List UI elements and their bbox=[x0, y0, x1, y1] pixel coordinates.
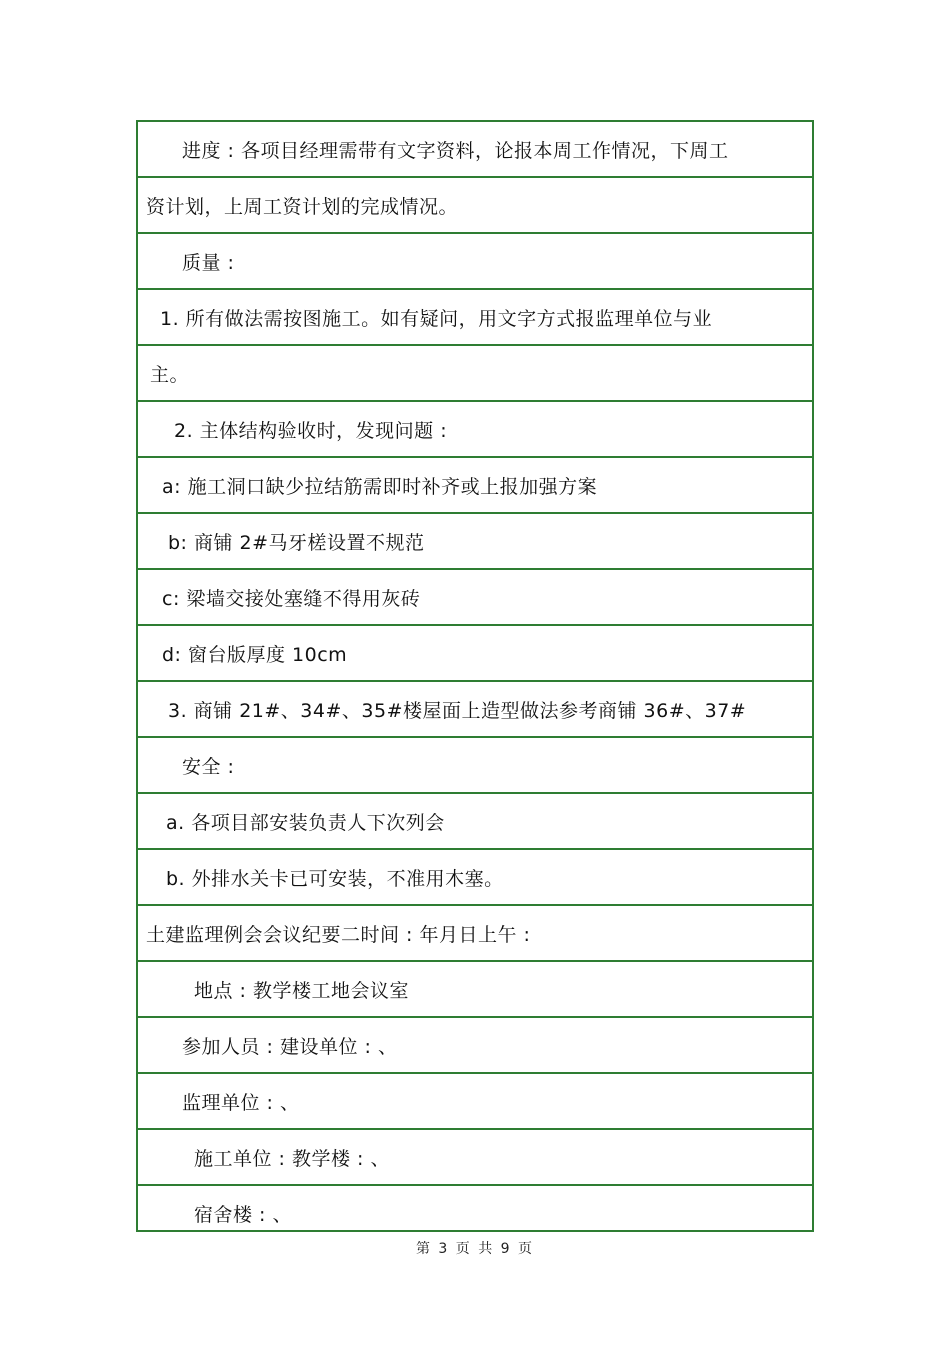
table-row bbox=[138, 458, 812, 514]
row-text: 3. 商铺 21#、34#、35#楼屋面上造型做法参考商铺 36#、37# bbox=[168, 699, 747, 722]
table-row bbox=[138, 1130, 812, 1186]
table-row bbox=[138, 962, 812, 1018]
row-text: a: 施工洞口缺少拉结筋需即时补齐或上报加强方案 bbox=[162, 475, 598, 498]
row-text: 监理单位 : 、 bbox=[182, 1091, 300, 1114]
row-text: 宿舍楼 : 、 bbox=[194, 1203, 292, 1226]
table-row bbox=[138, 122, 812, 178]
row-text: d: 窗台版厚度 10cm bbox=[162, 643, 348, 666]
table-row bbox=[138, 738, 812, 794]
row-text: b. 外排水关卡已可安装，不准用木塞。 bbox=[166, 867, 504, 890]
document-table bbox=[136, 120, 814, 1232]
table-row bbox=[138, 682, 812, 738]
row-text: b: 商铺 2#马牙槎设置不规范 bbox=[168, 531, 425, 554]
table-row bbox=[138, 178, 812, 234]
table-row bbox=[138, 346, 812, 402]
row-text: 土建监理例会会议纪要二时间 : 年月日上午 : bbox=[146, 923, 531, 946]
row-text: 主。 bbox=[150, 363, 190, 386]
page-number: 第 3 页 共 9 页 bbox=[415, 1241, 535, 1257]
table-row bbox=[138, 570, 812, 626]
table-row bbox=[138, 1074, 812, 1130]
table-row bbox=[138, 1018, 812, 1074]
row-text: 1. 所有做法需按图施工。如有疑问，用文字方式报监理单位与业 bbox=[160, 307, 713, 330]
table-row bbox=[138, 906, 812, 962]
row-text: 进度 : 各项目经理需带有文字资料，论报本周工作情况，下周工 bbox=[182, 139, 729, 162]
row-text: 施工单位 : 教学楼 : 、 bbox=[194, 1147, 390, 1170]
table-row bbox=[138, 850, 812, 906]
row-text: 资计划，上周工资计划的完成情况。 bbox=[146, 195, 459, 218]
table-row bbox=[138, 402, 812, 458]
row-text: 参加人员 : 建设单位 : 、 bbox=[182, 1035, 398, 1058]
table-row bbox=[138, 514, 812, 570]
table-row bbox=[138, 1186, 812, 1240]
row-text: a. 各项目部安装负责人下次列会 bbox=[166, 811, 445, 834]
row-text: 质量 : bbox=[182, 251, 235, 274]
row-text: c: 梁墙交接处塞缝不得用灰砖 bbox=[162, 587, 421, 610]
table-row bbox=[138, 626, 812, 682]
table-row bbox=[138, 794, 812, 850]
table-row bbox=[138, 290, 812, 346]
row-text: 安全 : bbox=[182, 755, 235, 778]
table-row bbox=[138, 234, 812, 290]
row-text: 2. 主体结构验收时，发现问题 : bbox=[174, 419, 448, 442]
row-text: 地点 : 教学楼工地会议室 bbox=[194, 979, 409, 1002]
